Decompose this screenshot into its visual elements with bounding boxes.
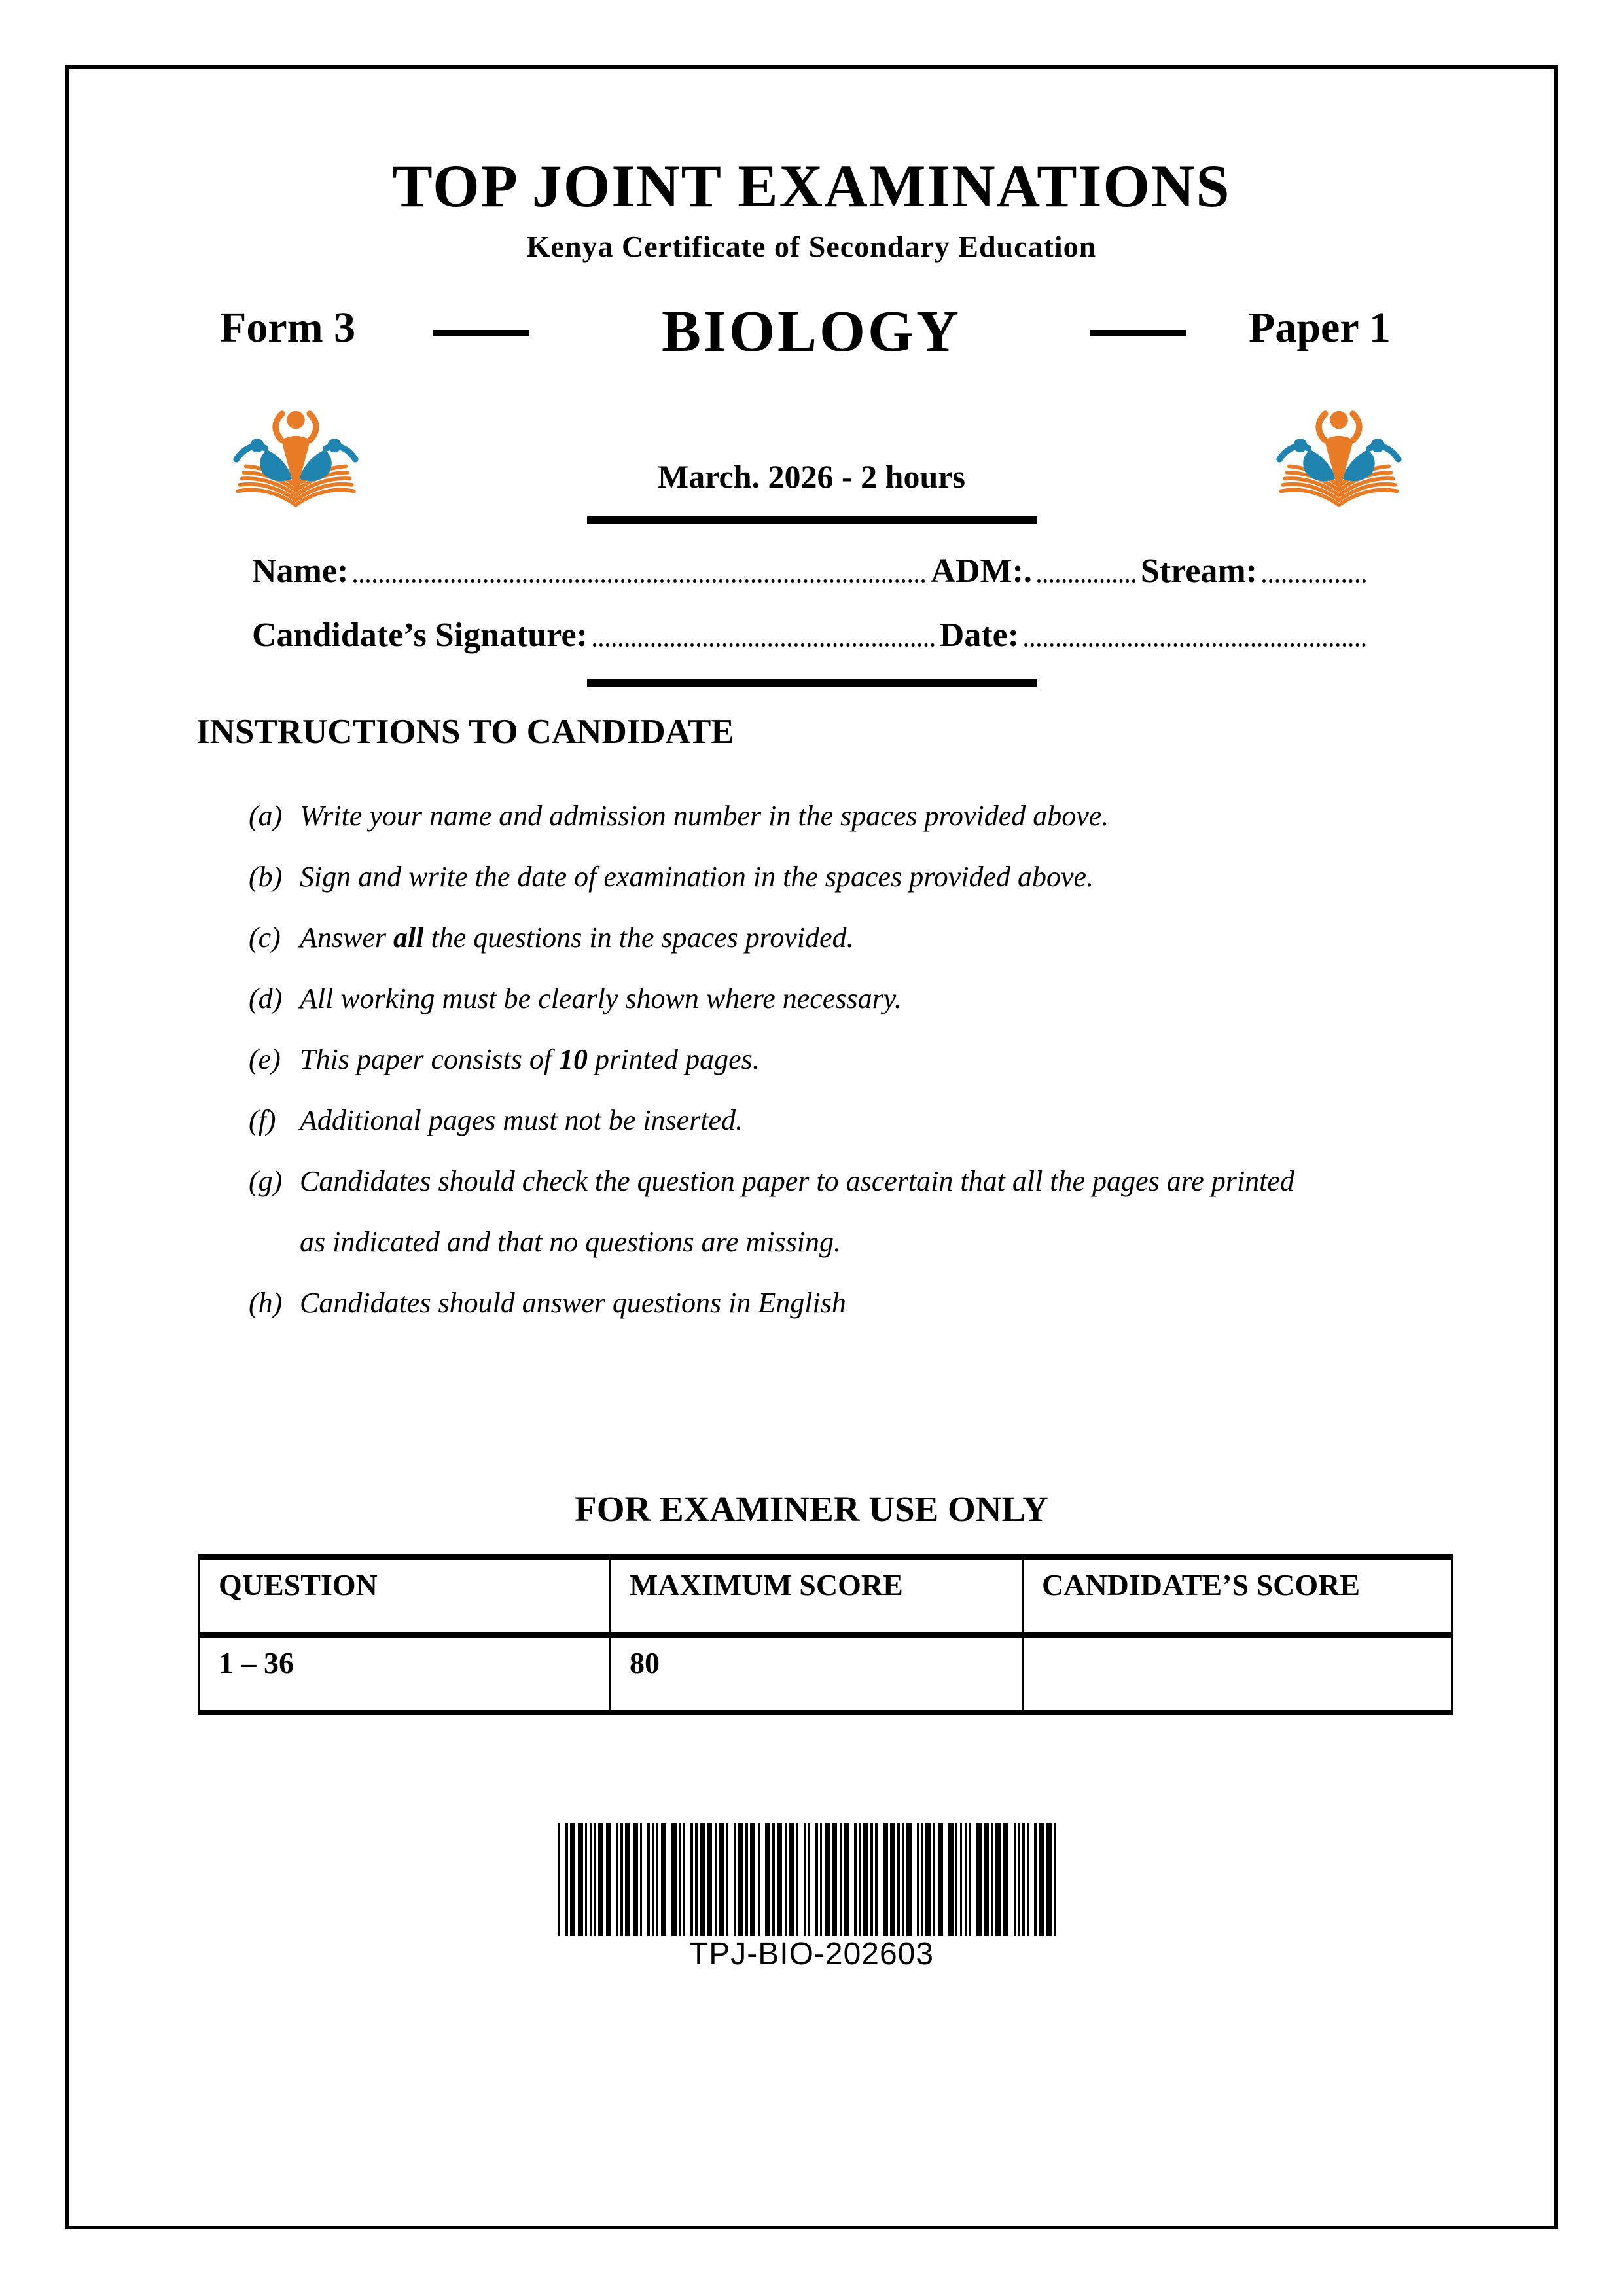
instructions-heading: INSTRUCTIONS TO CANDIDATE [196,713,734,751]
item-label: (a) [249,800,283,832]
paper-number: Paper 1 [1249,304,1391,351]
instructions-list [249,802,1420,1350]
column-header-question: QUESTION [200,1560,611,1632]
item-text: All working must be clearly shown where necessary. [300,982,902,1014]
item-text: Answer all the questions in the spaces provided. [300,922,854,954]
item-text: This paper consists of 10 printed pages. [300,1043,760,1075]
item-text: Candidates should answer questions in English [300,1287,846,1319]
candidate-score-cell [1024,1638,1451,1710]
item-label: (c) [249,922,281,954]
exam-body-title: TOP JOINT EXAMINATIONS [392,152,1231,219]
item-label: (f) [249,1104,276,1136]
name-dotted-line [353,579,925,583]
subject-title: BIOLOGY [661,299,962,364]
item-text: Additional pages must not be inserted. [300,1104,743,1136]
maximum-score-cell: 80 [611,1638,1024,1710]
item-text: as indicated and that no questions are missing. [300,1226,842,1258]
date-label: Date: [939,617,1020,654]
item-text: Write your name and admission number in the spaces provided above. [300,800,1109,832]
instruction-item-h [249,1289,1420,1318]
barcode [558,1823,1058,1936]
item-label: (g) [249,1165,283,1197]
stream-dotted-line [1262,579,1366,583]
examiner-score-table [198,1554,1453,1715]
exam-subtitle: Kenya Certificate of Secondary Education [526,230,1097,263]
table-header-row [200,1560,1451,1638]
instruction-item-b [249,863,1420,891]
name-label: Name: [252,552,349,590]
date-dotted-line [1024,643,1366,647]
divider-rule-top [587,516,1037,524]
adm-label: ADM:. [931,552,1032,590]
item-label: (h) [249,1287,283,1319]
instruction-item-g-line2 [249,1228,1420,1257]
adm-dotted-line [1037,579,1135,583]
divider-rule-bottom [587,679,1037,687]
dash-separator-right [1090,330,1186,336]
instruction-item-d [249,984,1420,1013]
question-range-cell: 1 – 36 [200,1638,611,1710]
item-text: Candidates should check the question paper to ascertain that all the pages are printed [300,1165,1294,1197]
barcode-label: TPJ-BIO-202603 [688,1937,935,1971]
item-label: (d) [249,982,283,1014]
column-header-maximum-score: MAXIMUM SCORE [611,1560,1024,1632]
stream-label: Stream: [1140,552,1257,590]
instruction-item-a [249,802,1420,831]
table-row [200,1638,1451,1710]
item-label: (e) [249,1043,281,1075]
column-header-candidates-score: CANDIDATE’S SCORE [1042,1568,1361,1602]
examiner-section-heading: FOR EXAMINER USE ONLY [575,1489,1048,1529]
instruction-item-c [249,924,1420,952]
signature-entry-row [252,616,1371,655]
instruction-item-f [249,1106,1420,1135]
exam-session: March. 2026 - 2 hours [658,458,965,495]
signature-label: Candidate’s Signature: [252,617,588,654]
form-level: Form 3 [220,304,356,351]
name-entry-row [252,552,1371,591]
item-label: (b) [249,861,283,893]
item-text: Sign and write the date of examination in the spaces provided above. [300,861,1094,893]
signature-dotted-line [593,643,935,647]
instruction-item-g [249,1167,1420,1196]
instruction-item-e [249,1045,1420,1074]
